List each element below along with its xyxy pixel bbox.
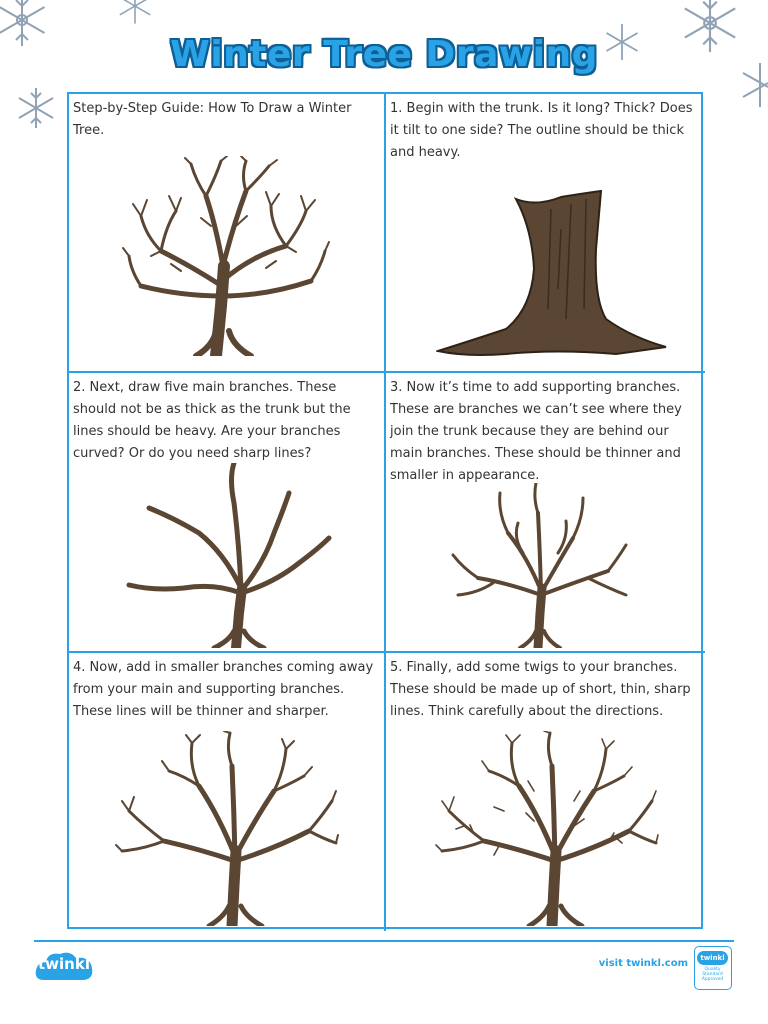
step-text: 2. Next, draw five main branches. These should not be as thick as the trunk but the lines should be heavy. Are your branches curved? Or do you need sharp lines? xyxy=(73,380,351,461)
step-cell-1 xyxy=(386,94,705,373)
footer-divider xyxy=(34,940,734,942)
step-text: Step-by-Step Guide: How To Draw a Winter Tree. xyxy=(73,101,352,138)
step-cell-2 xyxy=(69,373,386,653)
visit-link[interactable]: visit twinkl.com xyxy=(598,958,688,969)
badge-label: Quality Standard Approved xyxy=(701,967,724,982)
page-title: Winter Tree Drawing xyxy=(170,34,598,75)
steps-grid xyxy=(67,92,703,929)
tree-trunk-image xyxy=(436,189,671,359)
step-cell-5 xyxy=(386,653,705,931)
step-text: 3. Now it’s time to add supporting branches. These are branches we can’t see where they join the trunk because they are behind our main branches. These should be thinner and smaller in appearance. xyxy=(390,380,682,483)
tree-with-smaller-branches-image xyxy=(114,731,339,926)
step-text: 4. Now, add in smaller branches coming away from your main and supporting branches. These lines will be thinner and sharper. xyxy=(73,660,374,719)
tree-with-supporting-branches-image xyxy=(448,483,630,648)
snowflake-icon xyxy=(14,84,58,132)
step-cell-intro xyxy=(69,94,386,373)
trunk-with-main-branches-image xyxy=(124,463,334,648)
step-cell-3 xyxy=(386,373,705,653)
snowflake-icon xyxy=(110,0,160,26)
step-text: 5. Finally, add some twigs to your branches. These should be made up of short, thin, sharp lines. Think carefully about the directions. xyxy=(390,660,691,719)
full-winter-tree-image xyxy=(121,156,331,356)
quality-badge xyxy=(694,946,732,990)
twinkl-logo-text: twinkl xyxy=(38,955,90,973)
step-cell-4 xyxy=(69,653,386,931)
step-text: 1. Begin with the trunk. Is it long? Thick? Does it tilt to one side? The outline should be thick and heavy. xyxy=(390,101,693,160)
tree-with-twigs-image xyxy=(434,731,662,926)
badge-brand: twinkl xyxy=(697,951,728,965)
